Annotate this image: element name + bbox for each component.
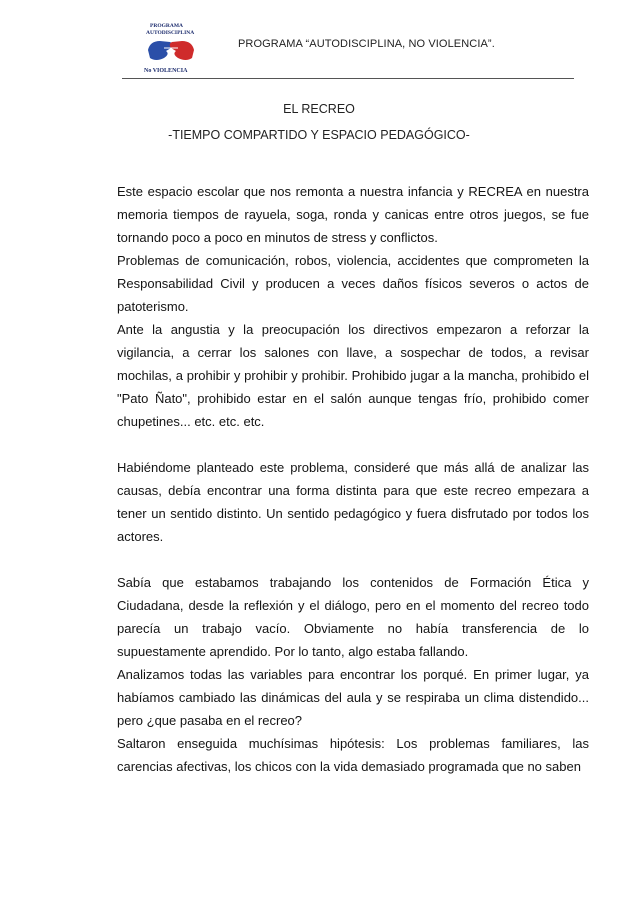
document-body [117,180,589,778]
paragraph: Problemas de comunicación, robos, violencia, accidentes que comprometen la Responsabilidad Civil y producen a veces daños físicos severos o actos de patoterismo. [117,253,589,314]
paragraph: Habiéndome planteado este problema, consideré que más allá de analizar las causas, debía encontrar una forma distinta para que este recreo empezara a tener un sentido distinto. Un sentido pedagógico y fuera disfrutado por todos los actores. [117,460,589,544]
red-hand-shape [170,41,194,60]
paragraph: Saltaron enseguida muchísimas hipótesis: Los problemas familiares, las carencias afectivas, los chicos con la vida demasiado programada que no saben [117,736,589,774]
paragraph: Analizamos todas las variables para encontrar los porqué. En primer lugar, ya habíamos cambiado las dinámicas del aula y se respiraba un clima distendido... pero ¿que pasaba en el recreo? [117,667,589,728]
document-subtitle: -TIEMPO COMPARTIDO Y ESPACIO PEDAGÓGICO- [168,128,470,142]
paragraph: Este espacio escolar que nos remonta a nuestra infancia y RECREA en nuestra memoria tiempos de rayuela, soga, ronda y canicas entre otros juegos, se fue tornando poco a poco en minutos de stress y conflictos. [117,184,589,245]
handshake-logo-icon [140,20,202,78]
logo-text-top: PROGRAMA [150,23,183,29]
logo-text-mid: AUTODISCIPLINA [146,30,195,36]
header-title: PROGRAMA “AUTODISCIPLINA, NO VIOLENCIA”. [238,38,495,50]
program-logo [140,20,202,78]
blue-hand-shape [148,41,172,60]
document-title: EL RECREO [283,102,355,116]
logo-text-bottom: No VIOLENCIA [144,68,188,74]
paragraph: Sabía que estabamos trabajando los contenidos de Formación Ética y Ciudadana, desde la reflexión y el diálogo, pero en el momento del recreo todo parecía un trabajo vacío. Obviamente no había transferencia de lo supuestamente aprendido. Por lo tanto, algo estaba fallando. [117,575,589,659]
header-divider [122,78,574,79]
page-header [0,0,638,80]
paragraph: Ante la angustia y la preocupación los directivos empezaron a reforzar la vigilancia, a cerrar los salones con llave, a sospechar de todos, a revisar mochilas, a prohibir y prohibir y prohibir. Prohibido jugar a la mancha, prohibido el "Pato Ñato", prohibido estar en el salón aunque tengas frío, prohibido comer chupetines... etc. etc. etc. [117,322,589,429]
